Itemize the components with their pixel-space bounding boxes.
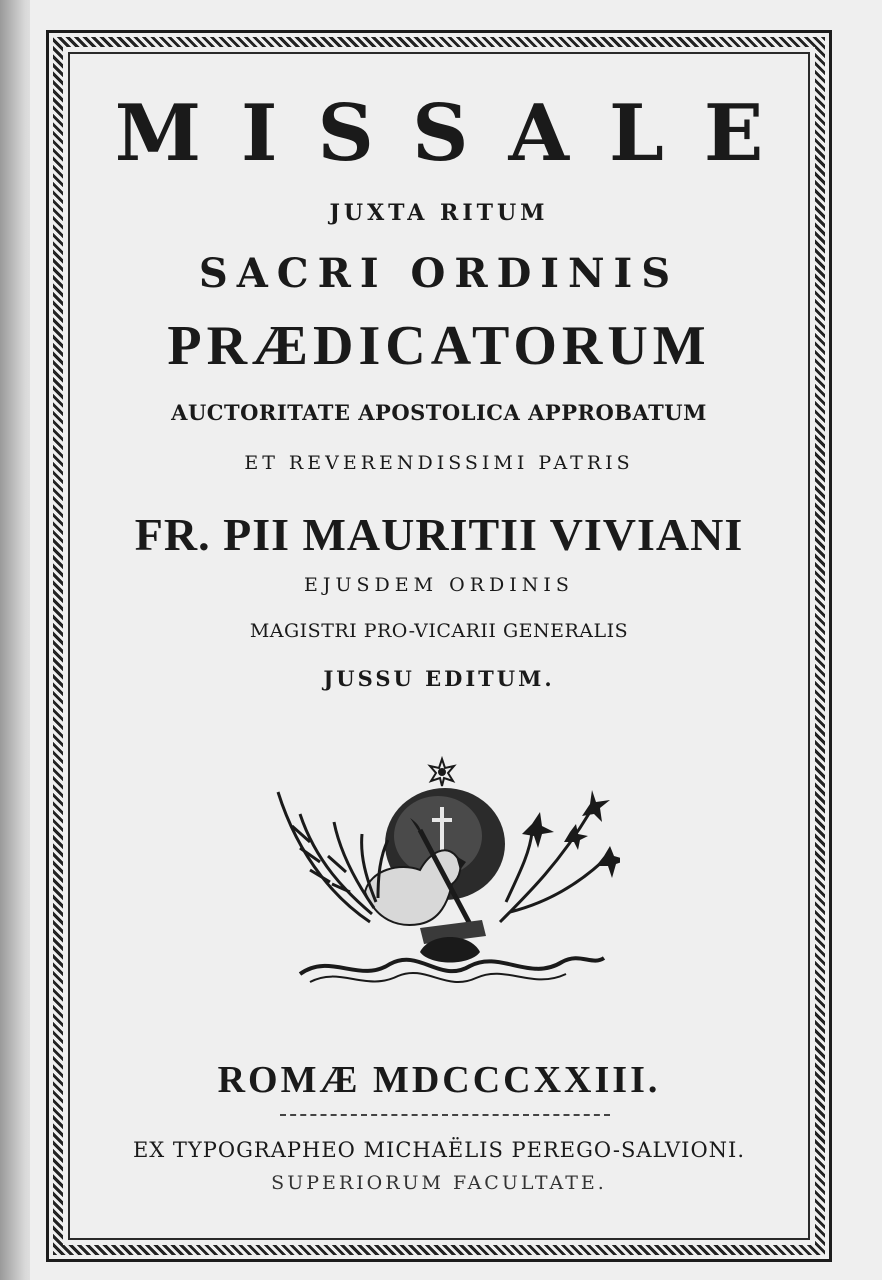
edited-line: JUSSU EDITUM. <box>323 666 555 691</box>
subtitle-juxta: JUXTA RITUM <box>329 200 549 226</box>
patron-name: FR. PII MAURITII VIVIANI <box>134 509 744 560</box>
dominican-dog-globe-emblem-icon <box>270 752 620 992</box>
imprint-permission: SUPERIORUM FACULTATE. <box>271 1172 607 1194</box>
book-title: MISSALE <box>114 88 804 179</box>
approval-line: AUCTORITATE APOSTOLICA APPROBATUM <box>171 400 707 425</box>
imprint-printer: EX TYPOGRAPHEO MICHAËLIS PEREGO-SALVIONI. <box>132 1138 746 1162</box>
subtitle-praedicatorum: PRÆDICATORUM <box>167 315 711 377</box>
patron-intro: ET REVERENDISSIMI PATRIS <box>244 452 634 474</box>
imprint-divider <box>280 1114 610 1116</box>
imprint-place-date: ROMÆ MDCCCXXIII. <box>217 1059 661 1101</box>
office-line: MAGISTRI PRO-VICARII GENERALIS <box>249 620 629 642</box>
order-line: EJUSDEM ORDINIS <box>304 574 574 596</box>
subtitle-sacri-ordinis: SACRI ORDINIS <box>198 250 680 297</box>
